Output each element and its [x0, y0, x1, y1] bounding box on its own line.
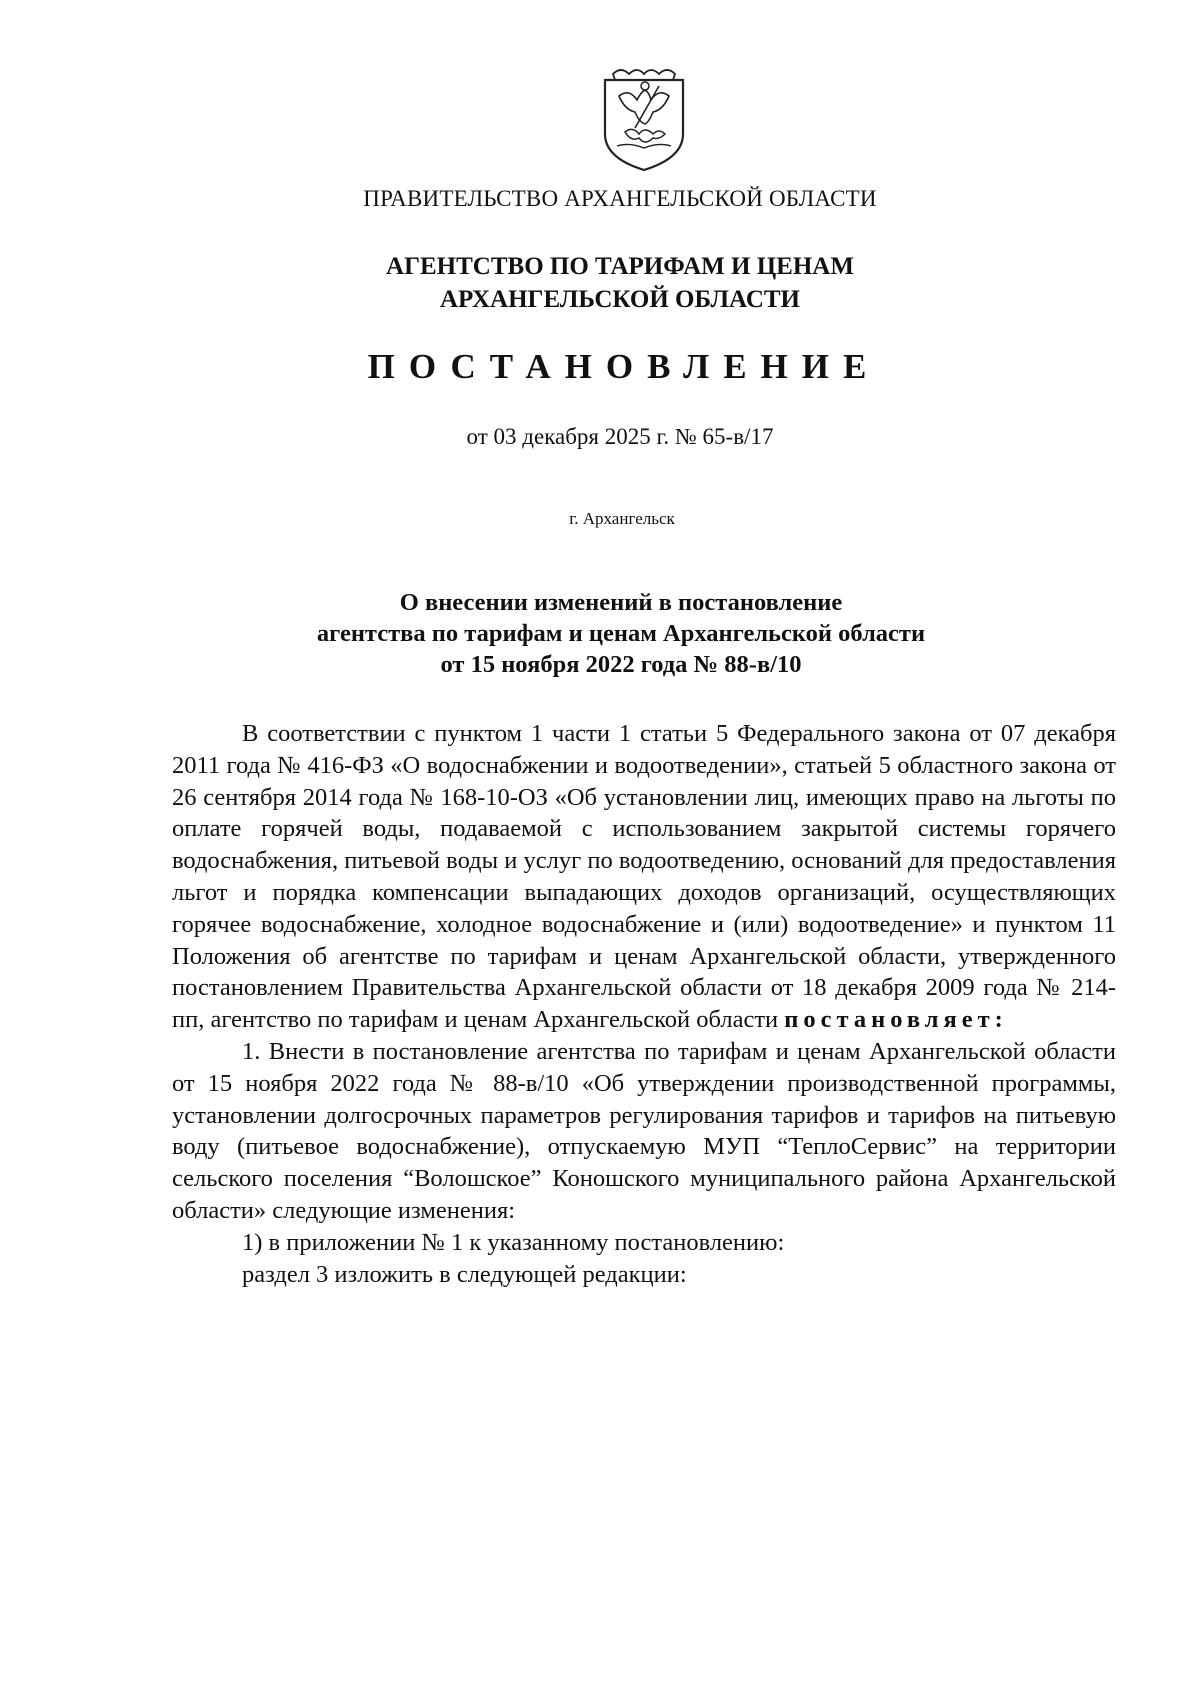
document-type-title: ПОСТАНОВЛЕНИЕ [367, 347, 881, 386]
preamble-text: В соответствии с пунктом 1 части 1 статьи 5 Федерального закона от 07 декабря 2011 года № 416-ФЗ «О водоснабжении и водоотведении», статьей 5 областного закона от 26 сентября 2014 года № 168-10-ОЗ «Об установлении лиц, имеющих право на льготы по оплате горячей воды, подаваемой с использованием закрытой системы горячего водоснабжения, питьевой воды и услуг по водоотведению, оснований для предоставления льгот и порядка компенсации выпадающих доходов организаций, осуществляющих горячее водоснабжение, холодное водоснабжение и (или) водоотведение» и пунктом 11 Положения об агентстве по тарифам и ценам Архангельской области, утвержденного постановлением Правительства Архангельской области от 18 декабря 2009 года № 214-пп, агентство по тарифам и ценам Архангельской области [172, 720, 1116, 1034]
document-date-number: от 03 декабря 2025 г. № 65-в/17 [466, 424, 774, 449]
item-1-paragraph: 1. Внести в постановление агентства по тарифам и ценам Архангельской области от 15 ноября 2022 года № 88-в/10 «Об утверждении производственной программы, установлении долгосрочных параметров регулирования тарифов и тарифов на питьевую воду (питьевое водоснабжение), отпускаемую МУП “ТеплоСервис” на территории сельского поселения “Волошское” Коношского муниципального района Архангельской области» следующие изменения: [172, 1037, 1116, 1224]
subitem-1-text-paragraph: раздел 3 изложить в следующей редакции: [242, 1260, 687, 1288]
agency-name-line-2: АРХАНГЕЛЬСКОЙ ОБЛАСТИ [440, 286, 800, 313]
subitem-1-paragraph: 1) в приложении № 1 к указанному постановлению: [242, 1228, 785, 1256]
resolves-word: постановляет: [784, 1006, 1008, 1034]
subject-line-3: от 15 ноября 2022 года № 88-в/10 [440, 651, 802, 678]
coat-of-arms-icon [599, 66, 689, 174]
agency-name [0, 250, 1200, 316]
document-body [172, 718, 1116, 1290]
government-name: ПРАВИТЕЛЬСТВО АРХАНГЕЛЬСКОЙ ОБЛАСТИ [363, 186, 877, 211]
agency-name-line-1: АГЕНТСТВО ПО ТАРИФАМ И ЦЕНАМ [386, 253, 854, 280]
document-subject [0, 587, 1200, 680]
subject-line-2: агентства по тарифам и ценам Архангельской области [316, 620, 926, 647]
subject-line-1: О внесении изменений в постановление [399, 589, 843, 616]
preamble-paragraph [172, 718, 1116, 1036]
document-city: г. Архангельск [569, 509, 675, 528]
